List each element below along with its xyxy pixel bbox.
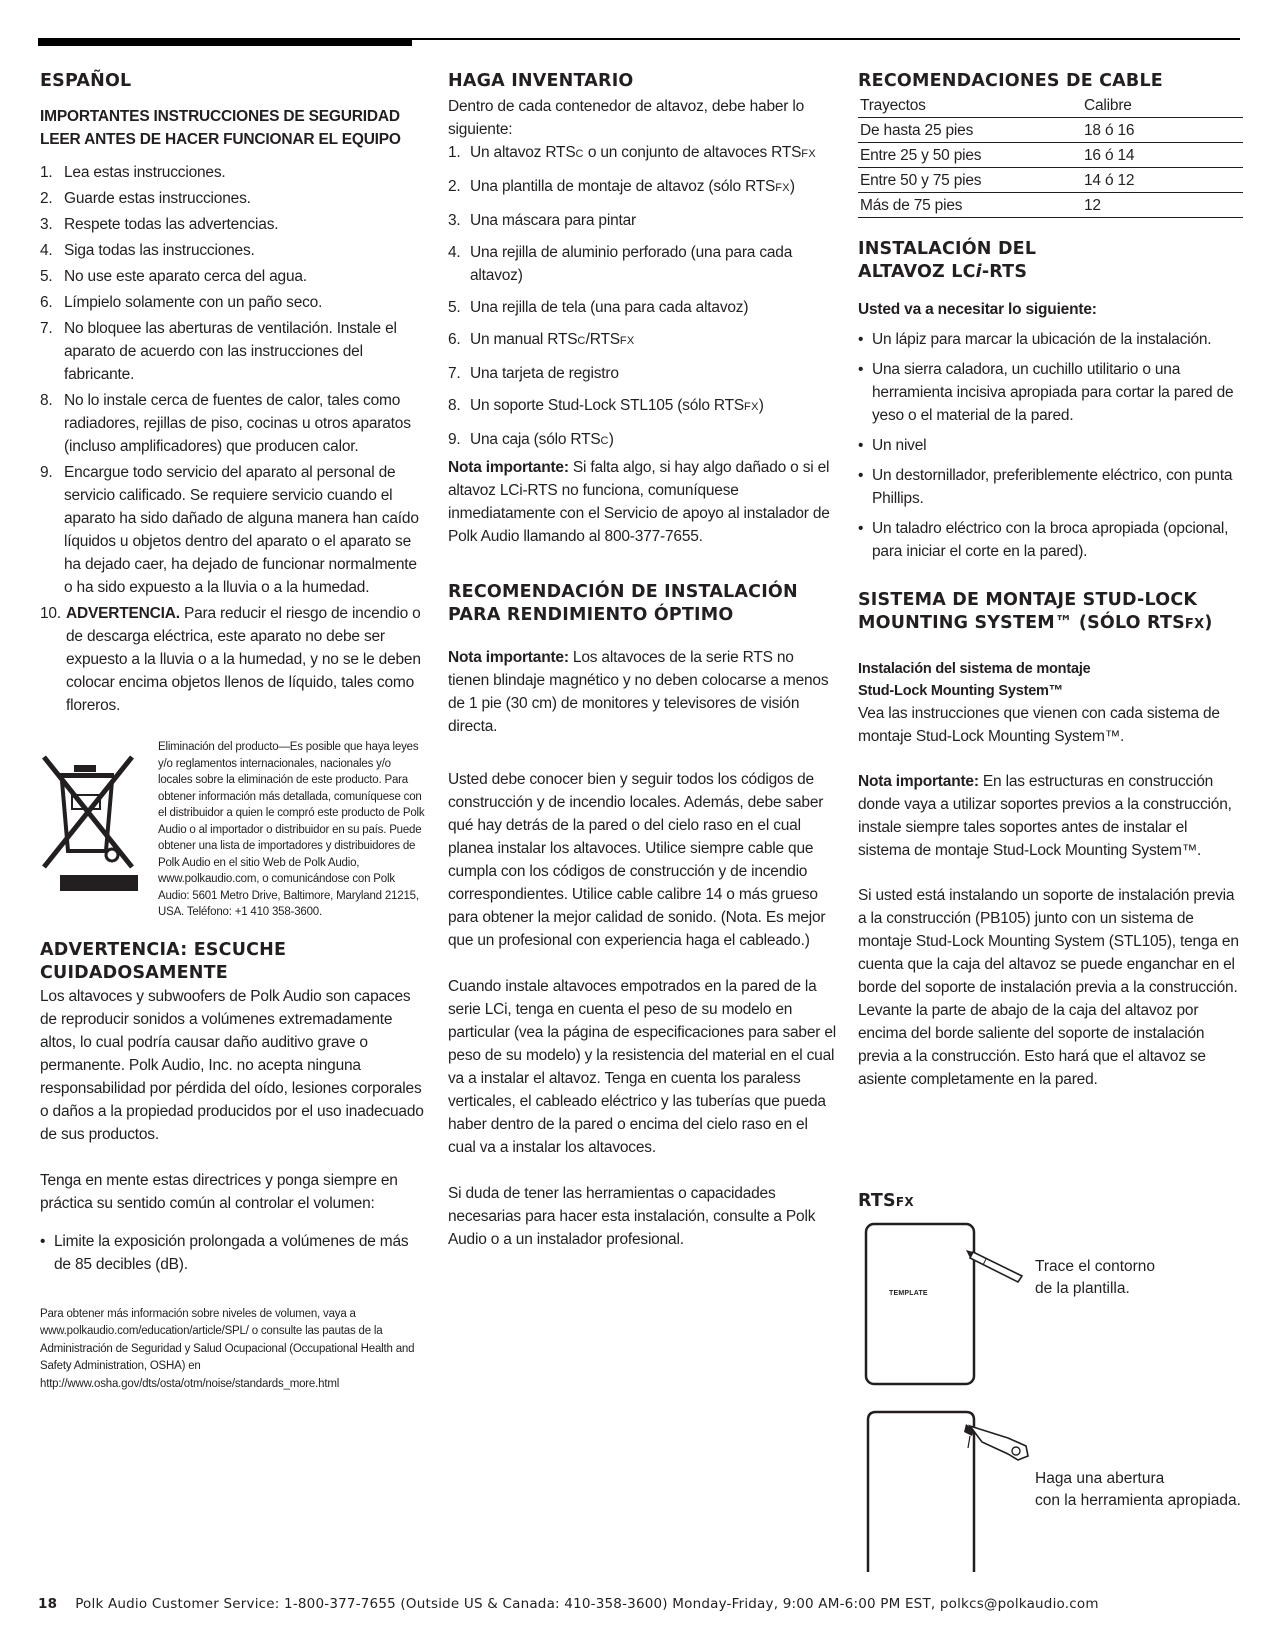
warning-label: ADVERTENCIA. [66, 605, 180, 622]
column-1 [40, 70, 425, 1393]
wall-outline [868, 1412, 974, 1572]
inventory-item: 8. Un soporte Stud-Lock STL105 (sólo RTSFX) [448, 397, 764, 414]
crossed-bin-icon [40, 743, 150, 893]
studlock-note: Nota importante: En las estructuras en construcción donde vaya a utilizar soportes previos a la construcción, instale siempre tales soportes antes de instalar el sistema de montaje Stud-Lock Mounting System™. [858, 773, 1232, 859]
top-rule-accent [38, 38, 412, 46]
recommendation-paragraph-1: Usted debe conocer bien y seguir todos los códigos de construcción y de incendio locales. Además, debe saber qué hay detrás de la pared o del cielo raso en el cual planea instalar los altavoces. Utilice siempre cable que cumpla con los códigos de construcción y de incendio correspondientes. Utilice cable calibre 14 o más grueso para obtener la mejor calidad de sonido. (Nota. Es mejor que un profesional con experiencia haga el cableado.) [448, 771, 826, 949]
cut-label: Haga una abertura con la herramienta apropiada. [1035, 1470, 1241, 1509]
studlock-paragraph-2: Si usted está instalando un soporte de instalación previa a la construcción (PB105) junto con un sistema de montaje Stud-Lock Mounting System (STL105), tenga en cuenta que la caja del altavoz se puede enganchar en el borde del soporte de instalación previa a la construcción. Levante la parte de abajo de la caja del altavoz por encima del borde saliente del soporte de instalación previa a la construcción. Esto hará que el altavoz se asiente completamente en la pared. [858, 887, 1239, 1088]
warning-bullet: • Limite la exposición prolongada a volúmenes de más de 85 decibles (dB). [40, 1232, 409, 1273]
need-item: • Un lápiz para marcar la ubicación de la instalación. [858, 331, 1212, 348]
safety-item: 7. No bloquee las aberturas de ventilación. Instale el aparato de acuerdo con las instrucciones del fabricante. [40, 320, 397, 383]
weee-symbol [40, 739, 158, 921]
page-number: 18 [38, 1596, 58, 1612]
warning-paragraph-2: Tenga en mente estas directrices y ponga siempre en práctica su sentido común al controlar el volumen: [40, 1171, 398, 1212]
footer-text: Polk Audio Customer Service: 1-800-377-7655 (Outside US & Canada: 410-358-3600) Monday-Friday, 9:00 AM-6:00 PM EST, polkcs@polkaudio.com [75, 1596, 1099, 1612]
item10-text: Para reducir el riesgo de incendio o de descarga eléctrica, este aparato no debe ser expuesto a la lluvia o a la humedad, y no se le deben colocar encima objetos llenos de líquido, tales como floreros. [66, 605, 421, 714]
need-item: • Un nivel [858, 437, 927, 454]
studlock-subtitle: Instalación del sistema de montaje Stud-Lock Mounting System™ [858, 661, 1091, 699]
studlock-title: SISTEMA DE MONTAJE STUD-LOCK MOUNTING SYSTEM™ (SÓLO RTSFX) [858, 590, 1213, 633]
disposal-text: Eliminación del producto—Es posible que haya leyes y/o reglamentos internacionales, nacionales y/o locales sobre la eliminación de este producto. Para obtener información más detallada, comuníquese con el distribuidor a quien le compró este producto de Polk Audio o al importador o distribuidor en su país. Puede obtener una lista de importadores y distribuidores de Polk Audio en el sitio Web de Polk Audio, www.polkaudio.com, o comunicándose con Polk Audio: 5601 Metro Drive, Baltimore, Maryland 21215, USA. Teléfono: +1 410 358-3600. [158, 741, 425, 918]
cable-table-row: Entre 25 y 50 pies 16 ó 14 [858, 143, 1243, 168]
inventory-intro: Dentro de cada contenedor de altavoz, debe haber lo siguiente: [448, 98, 805, 138]
column-2 [448, 70, 838, 1251]
need-item: • Un destornillador, preferiblemente eléctrico, con punta Phillips. [858, 467, 1233, 507]
more-info-text: Para obtener más información sobre niveles de volumen, vaya a www.polkaudio.com/education/article/SPL/ o consulte las pautas de la Administración de Seguridad y Salud Ocupacional (Occupational Health and Safety Administration, OSHA) en http://www.osha.gov/dts/osta/otm/noise/standards_more.html [40, 1307, 415, 1390]
inventory-item: 2. Una plantilla de montaje de altavoz (sólo RTSFX) [448, 178, 795, 195]
need-item: • Un taladro eléctrico con la broca apropiada (opcional, para iniciar el corte en la pared). [858, 520, 1229, 560]
template-outline [866, 1224, 974, 1384]
recommendation-note: Nota importante: Los altavoces de la serie RTS no tienen blindaje magnético y no deben colocarse a menos de 1 pie (30 cm) de monitores y televisores de visión directa. [448, 649, 829, 735]
trace-label: Trace el contorno de la plantilla. [1035, 1258, 1156, 1297]
inventory-item: 3. Una máscara para pintar [448, 212, 636, 229]
inventory-list [448, 141, 838, 453]
recommendation-paragraph-3: Si duda de tener las herramientas o capacidades necesarias para hacer esta instalación, consulte a Polk Audio o a un instalador profesional. [448, 1185, 816, 1248]
inventory-item: 6. Un manual RTSC/RTSFX [448, 331, 635, 348]
safety-item: 8. No lo instale cerca de fuentes de calor, tales como radiadores, rejillas de piso, cocinas u otros aparatos (incluso amplificadores) que producen calor. [40, 392, 411, 455]
recommendation-title: RECOMENDACIÓN DE INSTALACIÓN PARA RENDIMIENTO ÓPTIMO [448, 582, 798, 625]
inventory-title: HAGA INVENTARIO [448, 71, 634, 91]
inventory-item: 1. Un altavoz RTSC o un conjunto de altavoces RTSFX [448, 144, 816, 161]
safety-item: 2. Guarde estas instrucciones. [40, 190, 251, 207]
warning-paragraph-1: Los altavoces y subwoofers de Polk Audio son capaces de reproducir sonidos a volúmenes extremadamente altos, lo cual podría causar daño auditivo grave o permanente. Polk Audio, Inc. no acepta ninguna responsabilidad por pérdida del oído, lesiones corporales o daños a la propiedad producidos por el uso inadecuado de sus productos. [40, 987, 424, 1143]
safety-item: 9. Encargue todo servicio del aparato al personal de servicio calificado. Se requiere servicio cuando el aparato ha sido dañado de alguna manera han caído líquidos u objetos dentro del aparato o el aparato se ha dejado caer, ha dejado de funcionar normalmente o ha sido expuesto a la lluvia o a la humedad. [40, 464, 419, 596]
inventory-item: 4. Una rejilla de aluminio perforado (una para cada altavoz) [448, 244, 793, 284]
footer [38, 1596, 1099, 1612]
installation-diagram [858, 1220, 1038, 1580]
cable-title: RECOMENDACIONES DE CABLE [858, 71, 1163, 91]
install-title: INSTALACIÓN DEL ALTAVOZ LCi-RTS [858, 239, 1037, 282]
studlock-paragraph-1: Vea las instrucciones que vienen con cada sistema de montaje Stud-Lock Mounting System™. [858, 705, 1220, 745]
template-label: TEMPLATE [889, 1290, 928, 1297]
need-list [858, 328, 1243, 563]
inventory-item: 5. Una rejilla de tela (una para cada altavoz) [448, 299, 749, 316]
safety-item: 5. No use este aparato cerca del agua. [40, 268, 307, 285]
column-3 [858, 70, 1243, 1091]
cable-table-header: Trayectos Calibre [858, 93, 1243, 118]
diagram-title: RTSFX [858, 1191, 914, 1211]
need-title: Usted va a necesitar lo siguiente: [858, 301, 1097, 318]
inventory-item: 7. Una tarjeta de registro [448, 365, 619, 382]
need-item: • Una sierra caladora, un cuchillo utilitario o una herramienta incisiva apropiada para cortar la pared de yeso o el material de la pared. [858, 361, 1234, 424]
cable-table-row: Más de 75 pies 12 [858, 193, 1243, 218]
inventory-note: Nota importante: Si falta algo, si hay algo dañado o si el altavoz LCi-RTS no funciona, comuníquese inmediatamente con el Servicio de apoyo al instalador de Polk Audio llamando al 800-377-7655. [448, 459, 830, 545]
safety-item: 1. Lea estas instrucciones. [40, 164, 226, 181]
language-heading: ESPAÑOL [40, 71, 132, 91]
safety-item: 6. Límpielo solamente con un paño seco. [40, 294, 323, 311]
inventory-item: 9. Una caja (sólo RTSC) [448, 431, 614, 448]
cable-table-row: De hasta 25 pies 18 ó 16 [858, 118, 1243, 143]
safety-item: 3. Respete todas las advertencias. [40, 216, 279, 233]
safety-item-10: 10. ADVERTENCIA. Para reducir el riesgo de incendio o de descarga eléctrica, este aparato no debe ser expuesto a la lluvia o a la humedad, y no se le deben colocar encima objetos llenos de líquido, tales como floreros. [40, 605, 421, 714]
safety-item: 4. Siga todas las instrucciones. [40, 242, 255, 259]
disposal-block [40, 739, 425, 921]
safety-list [40, 161, 425, 599]
recommendation-paragraph-2: Cuando instale altavoces empotrados en la pared de la serie LCi, tenga en cuenta el peso de su modelo en particular (vea la página de especificaciones para saber el peso de su modelo) y la resistencia del material en el cual va a instalar el altavoz. Tenga en cuenta los paraless verticales, el cableado eléctrico y las tuberías que pueda haber dentro de la pared o encima del cielo raso en el cual va a instalar los altavoces. [448, 978, 836, 1156]
cable-table-row: Entre 50 y 75 pies 14 ó 12 [858, 168, 1243, 193]
safety-title: IMPORTANTES INSTRUCCIONES DE SEGURIDAD LEER ANTES DE HACER FUNCIONAR EL EQUIPO [40, 108, 401, 148]
cable-table [858, 93, 1243, 218]
warning-title: ADVERTENCIA: ESCUCHE CUIDADOSAMENTE [40, 939, 287, 983]
